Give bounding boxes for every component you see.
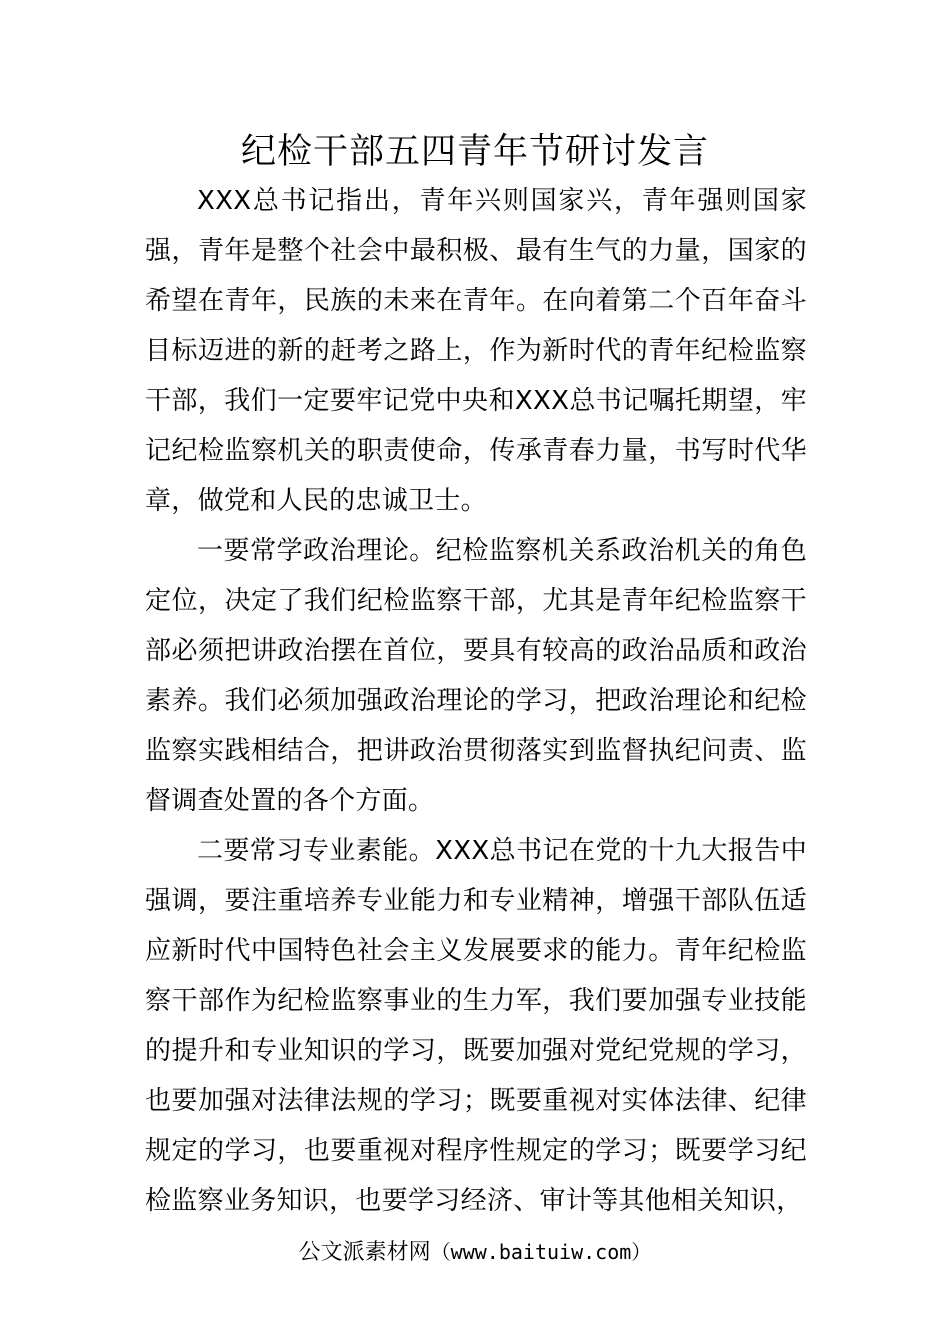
page-footer [0,1236,950,1269]
document-title: 纪检干部五四青年节研讨发言 [240,132,709,172]
footer-url: （www.baituiw.com） [430,1240,652,1264]
paragraph-point-one: 一要常学政治理论。纪检监察机关系政治机关的角色定位，决定了我们纪检监察干部，尤其是青年纪检监察干部必须把讲政治摆在首位，要具有较高的政治品质和政治素养。我们必须加强政治理论的学习，把政治理论和纪检监察实践相结合，把讲政治贯彻落实到监督执纪问责、监督调查处置的各个方面。 [145,536,807,816]
paragraph-intro: XXX总书记指出，青年兴则国家兴，青年强则国家强，青年是整个社会中最积极、最有生气的力量，国家的希望在青年，民族的未来在青年。在向着第二个百年奋斗目标迈进的新的赶考之路上，作为新时代的青年纪检监察干部，我们一定要牢记党中央和XXX总书记嘱托期望，牢记纪检监察机关的职责使命，传承青春力量，书写时代华章，做党和人民的忠诚卫士。 [145,186,807,516]
document-body [145,176,807,1226]
footer-site-name: 公文派素材网 [298,1240,431,1265]
paragraph-point-two: 二要常习专业素能。XXX总书记在党的十九大报告中强调，要注重培养专业能力和专业精神，增强干部队伍适应新时代中国特色社会主义发展要求的能力。青年纪检监察干部作为纪检监察事业的生力军，我们要加强专业技能的提升和专业知识的学习，既要加强对党纪党规的学习，也要加强对法律法规的学习；既要重视对实体法律、纪律规定的学习，也要重视对程序性规定的学习；既要学习纪检监察业务知识，也要学习经济、审计等其他相关知识， [145,836,807,1216]
